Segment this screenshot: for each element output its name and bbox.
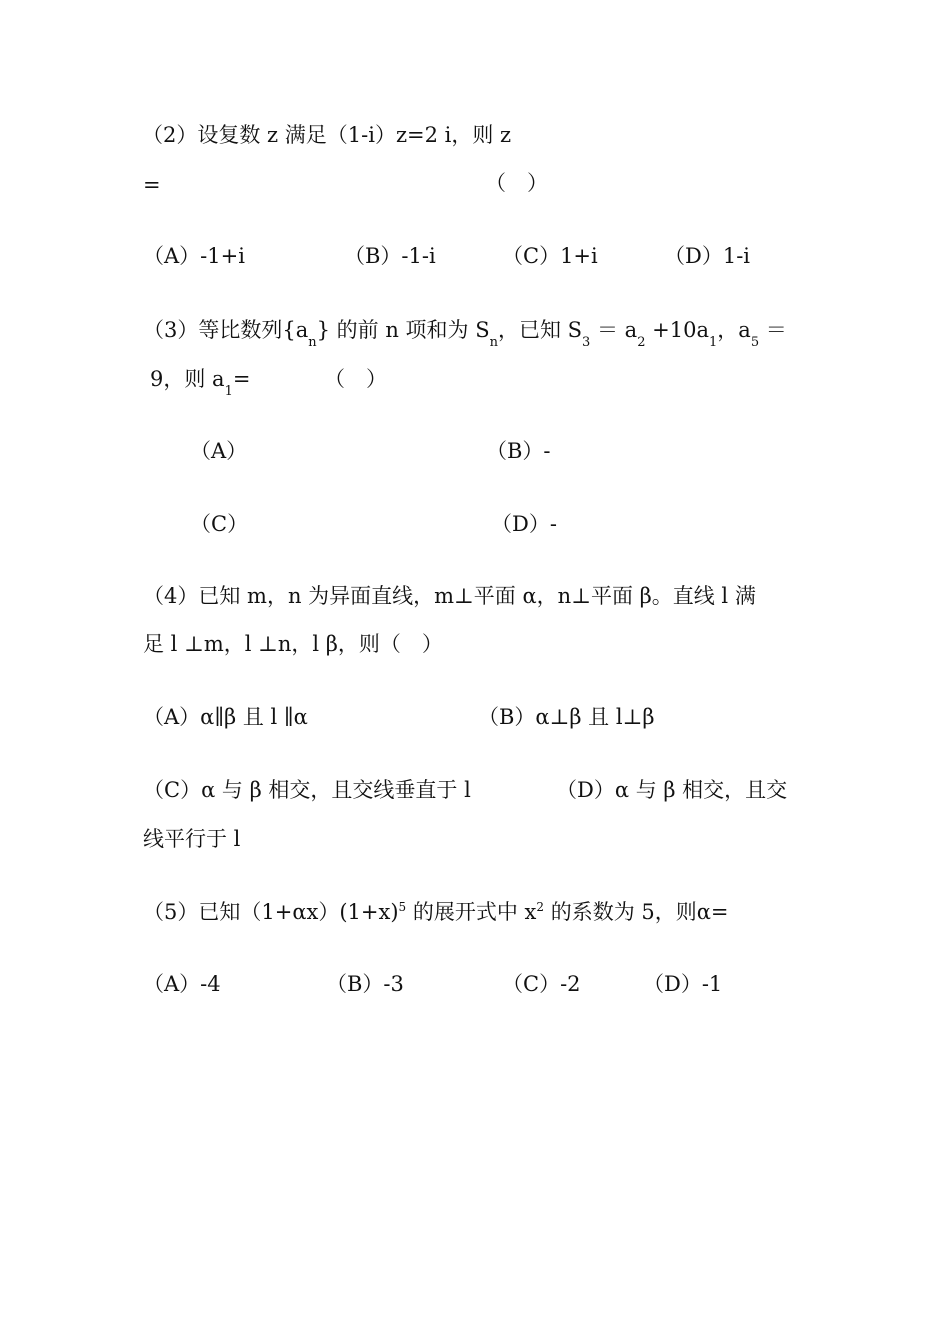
q4-option-a: （A）α∥β 且 l ∥α — [143, 705, 308, 729]
q5-text-3: 的系数为 5，则α= — [544, 900, 729, 924]
q3-sub-5: 5 — [750, 335, 760, 350]
q2-option-c: （C）1+i — [502, 244, 598, 268]
q5-option-d: （D）-1 — [643, 972, 723, 996]
q5-option-c: （C）-2 — [502, 972, 581, 996]
q3-line2-text-a: 9，则 a — [150, 367, 225, 391]
q5-text-1: （5）已知（1+αx）(1+x) — [143, 900, 399, 924]
q3-text-3: ，已知 S — [497, 318, 583, 342]
q2-option-b: （B）-1-i — [344, 244, 436, 268]
q4-option-b: （B）α⊥β 且 l⊥β — [478, 705, 655, 729]
q3-sub-n1: n — [308, 335, 317, 350]
q3-text-2: } 的前 n 项和为 S — [316, 318, 490, 342]
q4-stem-line2: 足 l ⊥m，l ⊥n，l β，则（ ） — [143, 632, 443, 656]
q3-stem-line2 — [150, 367, 251, 399]
q4-option-d-continued: 线平行于 l — [143, 827, 241, 851]
q3-sub-1a: 1 — [709, 335, 718, 350]
q4-option-d: （D）α 与 β 相交，且交 — [556, 778, 788, 802]
q5-stem — [143, 902, 729, 923]
q3-option-b: （B）- — [486, 439, 551, 463]
q2-equals: = — [143, 173, 161, 197]
q3-sub-2: 2 — [637, 335, 646, 350]
q3-sub-1b: 1 — [224, 384, 233, 399]
q2-answer-paren: （ ） — [485, 171, 548, 195]
q3-answer-paren: （ ） — [324, 367, 387, 391]
q4-stem-line1: （4）已知 m，n 为异面直线，m⊥平面 α，n⊥平面 β。直线 l 满 — [143, 584, 756, 608]
q3-option-d: （D）- — [491, 512, 557, 536]
q3-stem-line1 — [143, 318, 787, 350]
q5-sup-2: 2 — [536, 900, 545, 914]
q2-option-a: （A）-1+i — [143, 244, 245, 268]
q5-option-b: （B）-3 — [326, 972, 404, 996]
q3-text-7: ＝ — [759, 318, 787, 342]
q3-text-4: ＝ a — [590, 318, 638, 342]
q3-option-c: （C） — [190, 512, 249, 536]
q5-option-a: （A）-4 — [143, 972, 221, 996]
q2-stem: （2）设复数 z 满足（1-i）z=2 i，则 z — [142, 123, 512, 147]
q3-line2-text-b: = — [232, 367, 251, 391]
q4-option-c: （C）α 与 β 相交，且交线垂直于 l — [143, 778, 471, 802]
q3-sub-n2: n — [489, 335, 498, 350]
q3-text-5: +10a — [645, 318, 709, 342]
q3-text-6: ，a — [717, 318, 751, 342]
q3-text-1: （3）等比数列{a — [143, 318, 309, 342]
q5-text-2: 的展开式中 x — [406, 900, 537, 924]
q3-option-a: （A） — [190, 439, 248, 463]
q2-option-d: （D）1-i — [664, 244, 751, 268]
q5-sup-5: 5 — [398, 900, 407, 914]
q3-sub-3: 3 — [582, 335, 591, 350]
